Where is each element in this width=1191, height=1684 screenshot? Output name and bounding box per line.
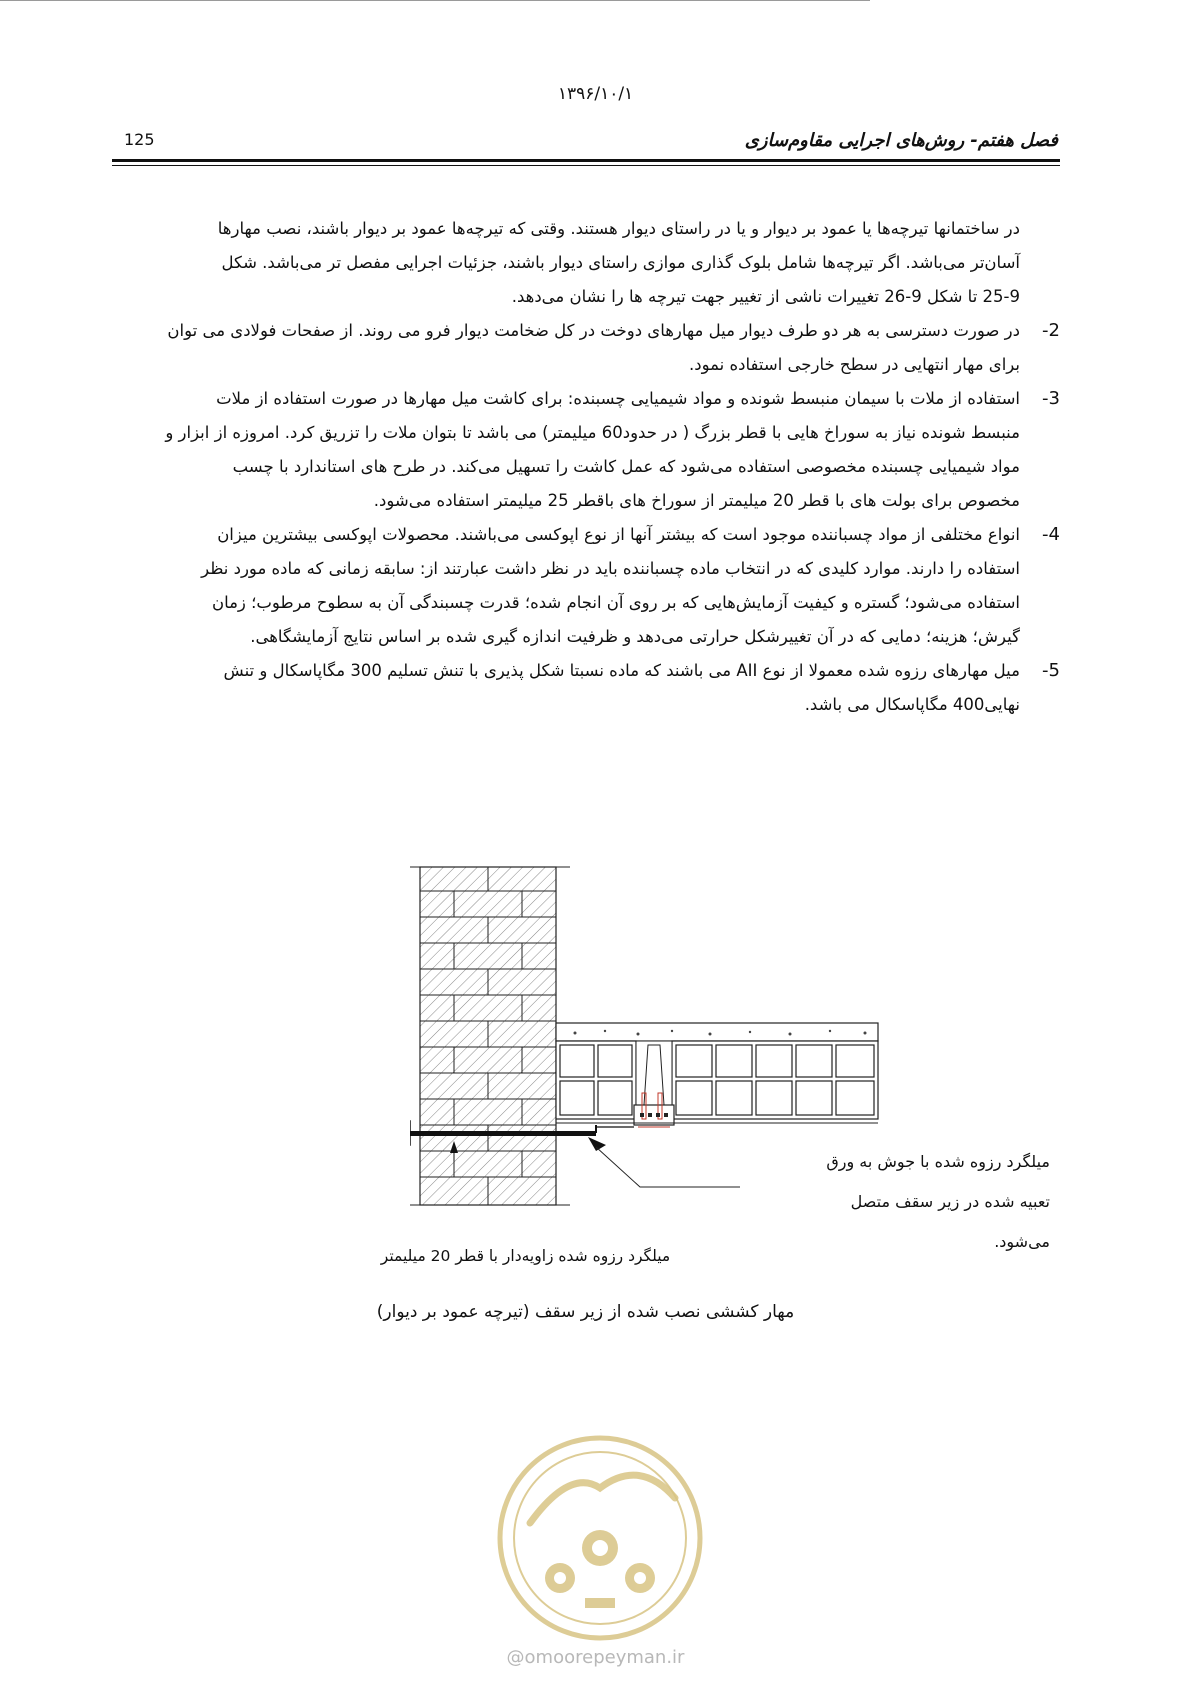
watermark-seal-icon [490,1428,710,1648]
text-line: نهایی400 مگاپاسکال می باشد. [804,695,1020,714]
chapter-title: فصل هفتم- روش‌های اجرایی مقاوم‌سازی [744,130,1058,151]
figure-note [820,1142,1050,1262]
text-line: استفاده را دارند. موارد کلیدی که در انتخاب ماده چسباننده باید در نظر داشت عبارتند از: سابقه زمانی که ماده مورد نظر [201,559,1020,578]
text-line: در ساختمانها تیرچه‌ها یا عمود بر دیوار و یا در راستای دیوار هستند. وقتی که تیرچه‌ها عمود بر دیوار باشند، نصب مهارها [217,219,1020,238]
text-line: 25-9 تا شکل 9-26 تغییرات ناشی از تغییر جهت تیرچه ها را نشان می‌دهد. [511,287,1020,306]
text-line: مخصوص برای بولت های با قطر 20 میلیمتر از سوراخ های باقطر 25 میلیمتر استفاده می‌شود. [373,491,1020,510]
floor-slab [556,1023,878,1127]
header-rule-thin [112,165,1060,166]
text-line: منبسط شونده نیاز به سوراخ هایی با قطر بزرگ ( در حدود60 میلیمتر) می باشد تا بتوان ملات را تزریق کرد. امروزه از ابزار و [165,423,1020,442]
list-item-3 [112,382,1060,518]
figure-caption: مهار کششی نصب شده از زیر سقف (تیرچه عمود بر دیوار) [376,1302,795,1322]
brick-wall [420,867,556,1205]
text-line: استفاده از ملات با سیمان منبسط شونده و مواد شیمیایی چسبنده: برای کاشت میل مهارها در صورت استفاده از ملات [216,389,1020,408]
header-rule-thick [112,159,1060,162]
text-line: انواع مختلفی از مواد چسباننده موجود است که بیشتر آنها از نوع اپوکسی می‌باشند. محصولات اپوکسی بیشترین میزان [217,525,1020,544]
list-item-5 [112,654,1060,722]
text-line: گیرش؛ هزینه؛ دمایی که در آن تغییرشکل حرارتی می‌دهد و ظرفیت اندازه گیری شده بر اساس نتایج آزمایشگاهی. [250,627,1020,646]
list-number: -3 [1042,388,1060,409]
list-item-2 [112,314,1060,382]
note-line: می‌شود. [994,1232,1050,1251]
list-item-4 [112,518,1060,654]
page-number: 125 [124,130,155,149]
bar-label: میلگرد رزوه شده زاویه‌دار با قطر 20 میلیمتر [380,1247,671,1265]
list-number: -2 [1042,320,1060,341]
text-line: آسان‌تر می‌باشد. اگر تیرچه‌ها شامل بلوک گذاری موازی راستای دیوار باشند، جزئیات اجرایی مفصل تر می‌باشد. شکل [221,253,1020,272]
text-line: در صورت دسترسی به هر دو طرف دیوار میل مهارهای دوخت در کل ضخامت دیوار فرو می روند. از صفحات فولادی می توان [167,321,1020,340]
body-text [112,212,1060,722]
top-border-line [0,0,870,1]
note-line: تعبیه شده در زیر سقف متصل [850,1192,1050,1211]
anchor-detail-drawing [410,855,880,1245]
note-line: میلگرد رزوه شده با جوش به ورق [826,1152,1050,1171]
text-line: برای مهار انتهایی در سطح خارجی استفاده نمود. [689,355,1020,374]
text-line: مواد شیمیایی چسبنده مخصوصی استفاده می‌شود که عمل کاشت را تسهیل می‌کند. در طرح های استاندارد با چسب [232,457,1020,476]
intro-paragraph [112,212,1060,314]
watermark-site: @omoorepeyman.ir [506,1647,685,1668]
text-line: میل مهارهای رزوه شده معمولا از نوع AII می باشند که ماده نسبتا شکل پذیری با تنش تسلیم 300 مگاپاسکال و تنش [223,661,1020,680]
text-line: استفاده می‌شود؛ گستره و کیفیت آزمایش‌هایی که بر روی آن انجام شده؛ قدرت چسبندگی آن به سطوح مرطوب؛ زمان [211,593,1020,612]
list-number: -5 [1042,660,1060,681]
list-number: -4 [1042,524,1060,545]
page-date: ۱۳۹۶/۱۰/۱ [557,84,634,104]
